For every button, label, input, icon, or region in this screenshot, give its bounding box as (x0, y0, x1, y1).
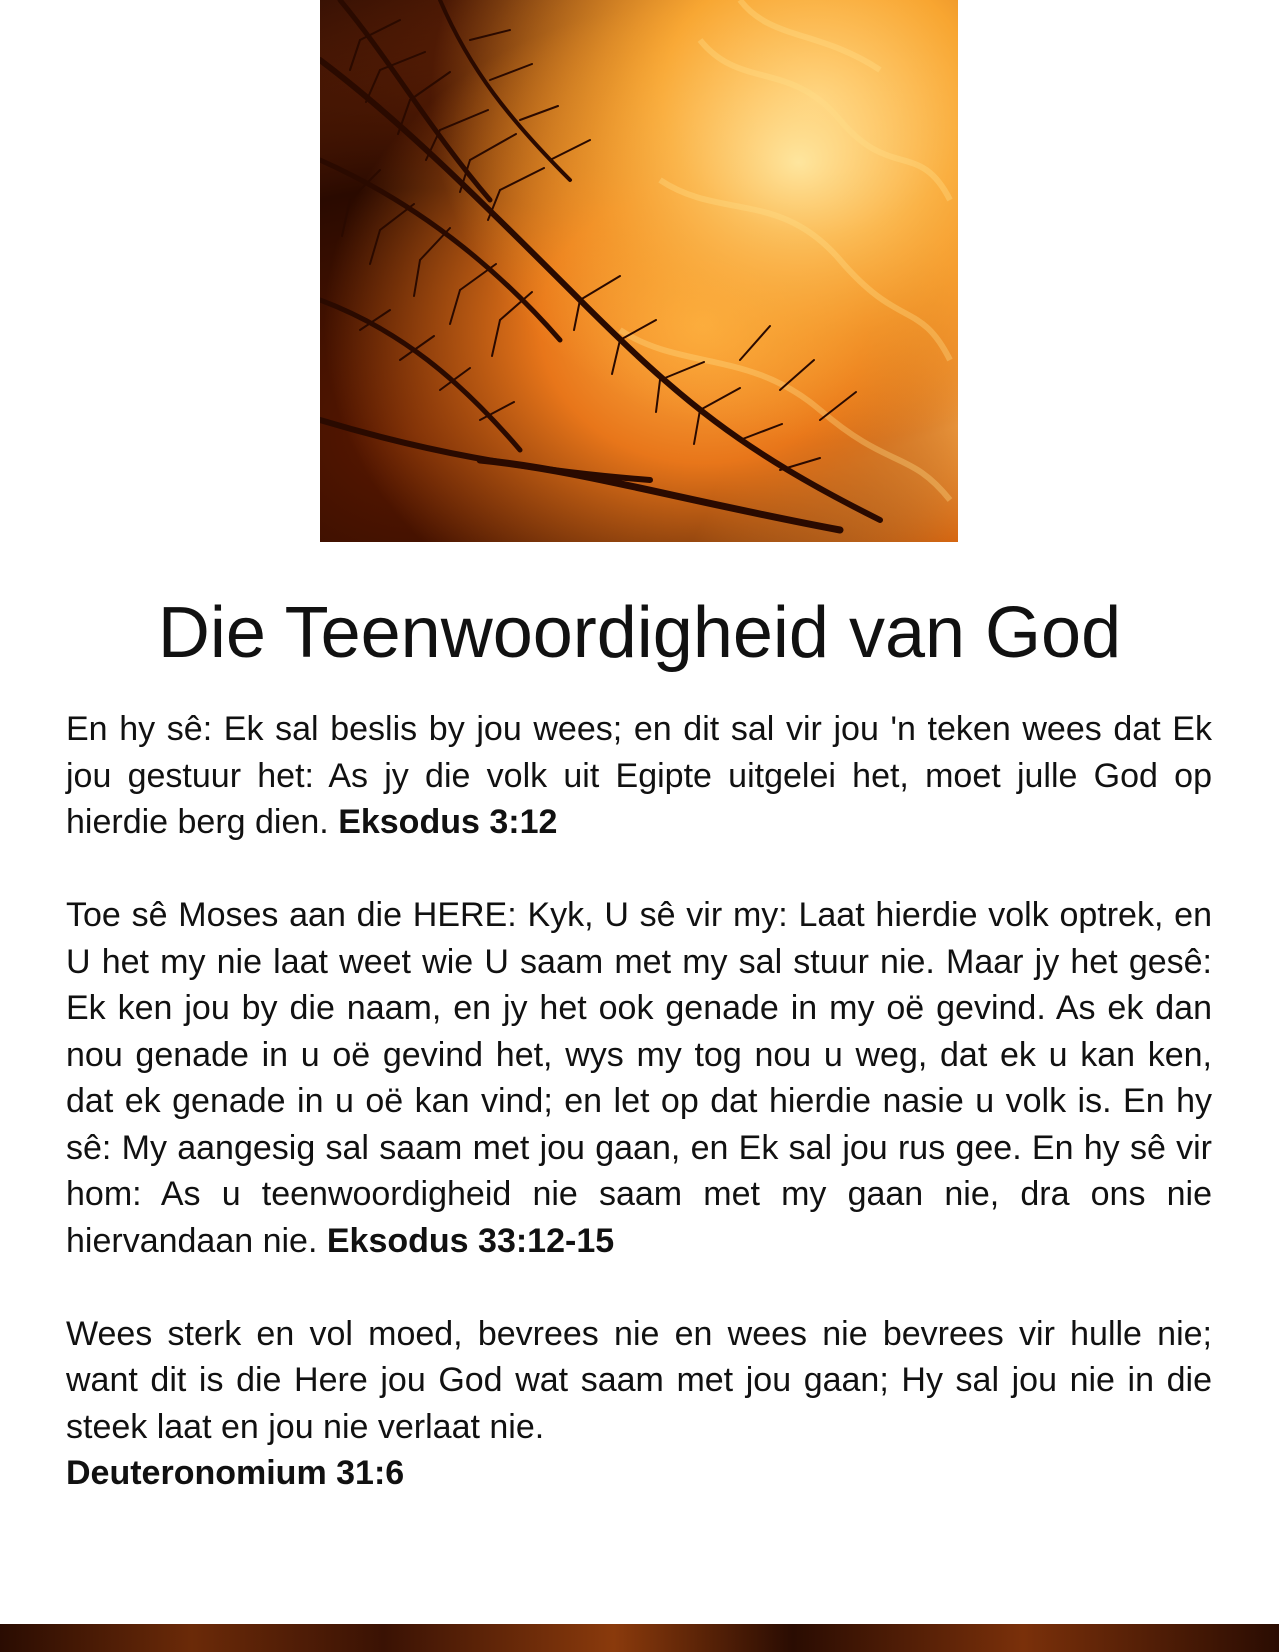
passage-paragraph (66, 706, 1212, 846)
passage-reference: Deuteronomium 31:6 (66, 1454, 405, 1492)
passage-paragraph (66, 1311, 1212, 1497)
passage-text: Wees sterk en vol moed, bevrees nie en wees nie bevrees vir hulle nie; want dit is die Here jou God wat saam met jou gaan; Hy sal jou nie in die steek laat en jou nie verlaat nie. (66, 1314, 1212, 1446)
burning-bush-icon (320, 0, 958, 542)
passage-text: En hy sê: Ek sal beslis by jou wees; en dit sal vir jou 'n teken wees dat Ek jou gestuur het: As jy die volk uit Egipte uitgelei het, moet julle God op hierdie berg dien. (66, 710, 1212, 841)
passage-reference: Eksodus 33:12-15 (326, 1221, 615, 1260)
bottom-fire-strip (0, 1624, 1279, 1652)
page-title: Die Teenwoordigheid van God (157, 593, 1122, 673)
scripture-passages (66, 706, 1212, 1543)
hero-fire-image (320, 0, 958, 542)
passage-text: Toe sê Moses aan die HERE: Kyk, U sê vir my: Laat hierdie volk optrek, en U het my nie laat weet wie U saam met my sal stuur nie. Maar jy het gesê: Ek ken jou by die naam, en jy het ook genade in my oë gevind. As ek dan nou genade in u oë gevind het, wys my tog nou u weg, dat ek u kan ken, dat ek genade in u oë kan vind; en let op dat hierdie nasie u volk is. En hy sê: My aangesig sal saam met jou gaan, en Ek sal jou rus gee. En hy sê vir hom: As u teenwoordigheid nie saam met my gaan nie, dra ons nie hiervandaan nie. (66, 896, 1212, 1260)
passage-reference: Eksodus 3:12 (338, 803, 558, 841)
passage-paragraph (66, 892, 1212, 1264)
